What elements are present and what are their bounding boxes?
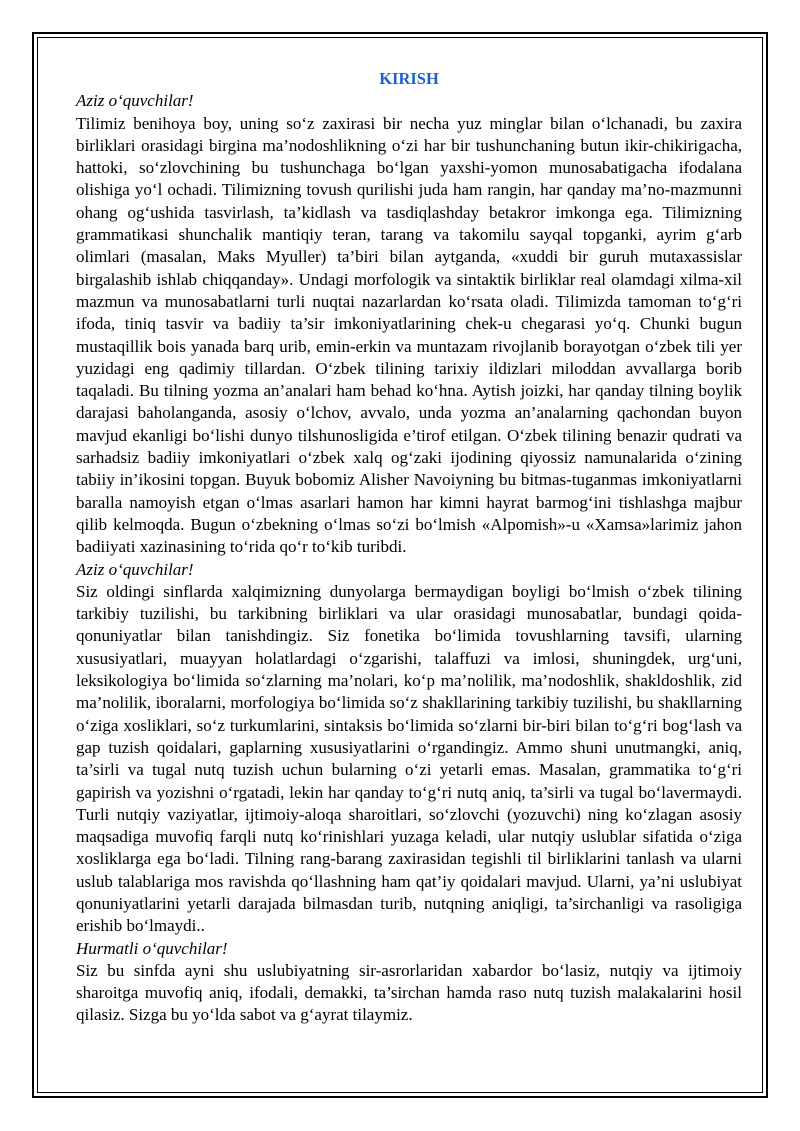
paragraph-1: Tilimiz benihoya boy, uning so‘z zaxirasi bir necha yuz minglar bilan o‘lchanadi, bu zaxira birliklari orasidagi birgina ma’nodoshlikning o‘zi har bir tushunchaning butun ikir-chikirigacha, hattoki, so‘zlovchining bu tushunchaga bo‘lgan yaxshi-yomon munosabatigacha ifodalana olishiga yo‘l ochadi. Tilimizning tovush qurilishi juda ham rangin, har qanday ma’no-mazmunni ohang og‘ushida tasvirlash, ta’kidlash va tasdiqlashday betakror imkonga ega. Tilimizning grammatikasi shunchalik mantiqiy teran, tarang va takomilu sayqal topganki, ayrim g‘arb olimlari (masalan, Maks Myuller) ta’biri bilan aytganda, «xuddi bir guruh mutaxassislar birgalashib ishlab chiqqanday». Undagi morfologik va sintaktik birliklar real olamdagi xilma-xil mazmun va munosabatlarni turli nuqtai nazarlardan ko‘rsata oladi. Tilimizda tamoman to‘g‘ri ifoda, tiniq tasvir va badiiy ta’sir imkoniyatlarining chek-u chegarasi yo‘q. Chunki bugun mustaqillik bois yanada barq urib, emin-erkin va muntazam rivojlanib borayotgan o‘zbek tili yer yuzidagi eng qadimiy tillardan. O‘zbek tilining tarixiy ildizlari miloddan avvallarga borib taqaladi. Bu tilning yozma an’analari ham behad ko‘hna. Aytish joizki, har qanday tilning boylik darajasi baholanganda, asosiy o‘lchov, avvalo, unda yozma an’analarning qachondan buyon mavjud ekanligi bo‘lishi dunyo tilshunosligida e’tirof etilgan. O‘zbek tilining benazir qudrati va sarhadsiz badiiy imkoniyatlari o‘zbek xalq og‘zaki ijodining qiyossiz namunalarida o‘zining tabiiy in’ikosini topgan. Buyuk bobomiz Alisher Navoiyning bu bitmas-tuganmas imkoniyatlarni baralla namoyish etgan o‘lmas asarlari hamon har kimni hayrat barmog‘ini tishlashga majbur qilib kelmoqda. Bugun o‘zbekning o‘lmas so‘zi bo‘lmish «Alpomish»-u «Xamsa»larimiz jahon badiiyati xazinasining to‘rida qo‘r to‘kib turibdi.	[76, 113, 742, 557]
document-title: KIRISH	[379, 69, 439, 88]
paragraph-2: Siz oldingi sinflarda xalqimizning dunyolarga bermaydigan boyligi bo‘lmish o‘zbek tilining tarkibiy tuzilishi, bu tarkibning birliklari va ular orasidagi munosabatlar, bundagi qoida-qonuniyatlar bilan tanishdingiz. Siz fonetika bo‘limida tovushlarning tavsifi, ularning xususiyatlari, muayyan holatlardagi o‘zgarishi, talaffuzi va imlosi, shuningdek, urg‘uni, leksikologiya bo‘limida so‘zlarning ma’nolari, ko‘p ma’nolilik, ma’nodoshlik, shakldoshlik, zid ma’nolilik, iboralarni, morfologiya bo‘limida so‘z shakllarining tarkibiy tuzilishi, bu shakllarning o‘ziga xosliklari, so‘z turkumlarini, sintaksis bo‘limida so‘zlarni bir-biri bilan to‘g‘ri bog‘lash va gap tuzish qoidalari, gaplarning xususiyatlarini o‘rgandingiz. Ammo shuni unutmangki, aniq, ta’sirli va tugal nutq tuzish uchun bularning o‘zi yetarli emas. Masalan, grammatika to‘g‘ri gapirish va yozishni o‘rgatadi, lekin har qanday to‘g‘ri nutq aniq, ta’sirli va tugal bo‘lavermaydi. Turli nutqiy vaziyatlar, ijtimoiy-aloqa sharoitlari, so‘zlovchi (yozuvchi) ning ko‘zlagan asosiy maqsadiga muvofiq farqli nutq ko‘rinishlari yuzaga keladi, ular nutqiy uslublar sifatida o‘ziga xosliklarga ega bo‘ladi. Tilning rang-barang zaxirasidan tegishli til birliklarini tanlash va ularni uslub talablariga mos ravishda qo‘llashning ham qat’iy qoidalari mavjud. Ularni, ya’ni uslubiyat qonuniyatlarini yetarli darajada bilmasdan turib, nutqning aniqligi, ta’sirchanligi va rasoligiga erishib bo‘lmaydi..	[76, 581, 742, 936]
greeting-1: Aziz o‘quvchilar!	[76, 91, 194, 111]
greeting-3: Hurmatli o‘quvchilar!	[76, 938, 228, 958]
paragraph-3: Siz bu sinfda ayni shu uslubiyatning sir-asrorlaridan xabardor bo‘lasiz, nutqiy va ijtimoiy sharoitga muvofiq aniq, ifodali, demakki, ta’sirchan hamda raso nutq tuzish malakalarini hosil qilasiz. Sizga bu yo‘lda sabot va g‘ayrat tilaymiz.	[76, 960, 742, 1025]
greeting-2: Aziz o‘quvchilar!	[76, 559, 194, 579]
document-body	[76, 68, 742, 1027]
